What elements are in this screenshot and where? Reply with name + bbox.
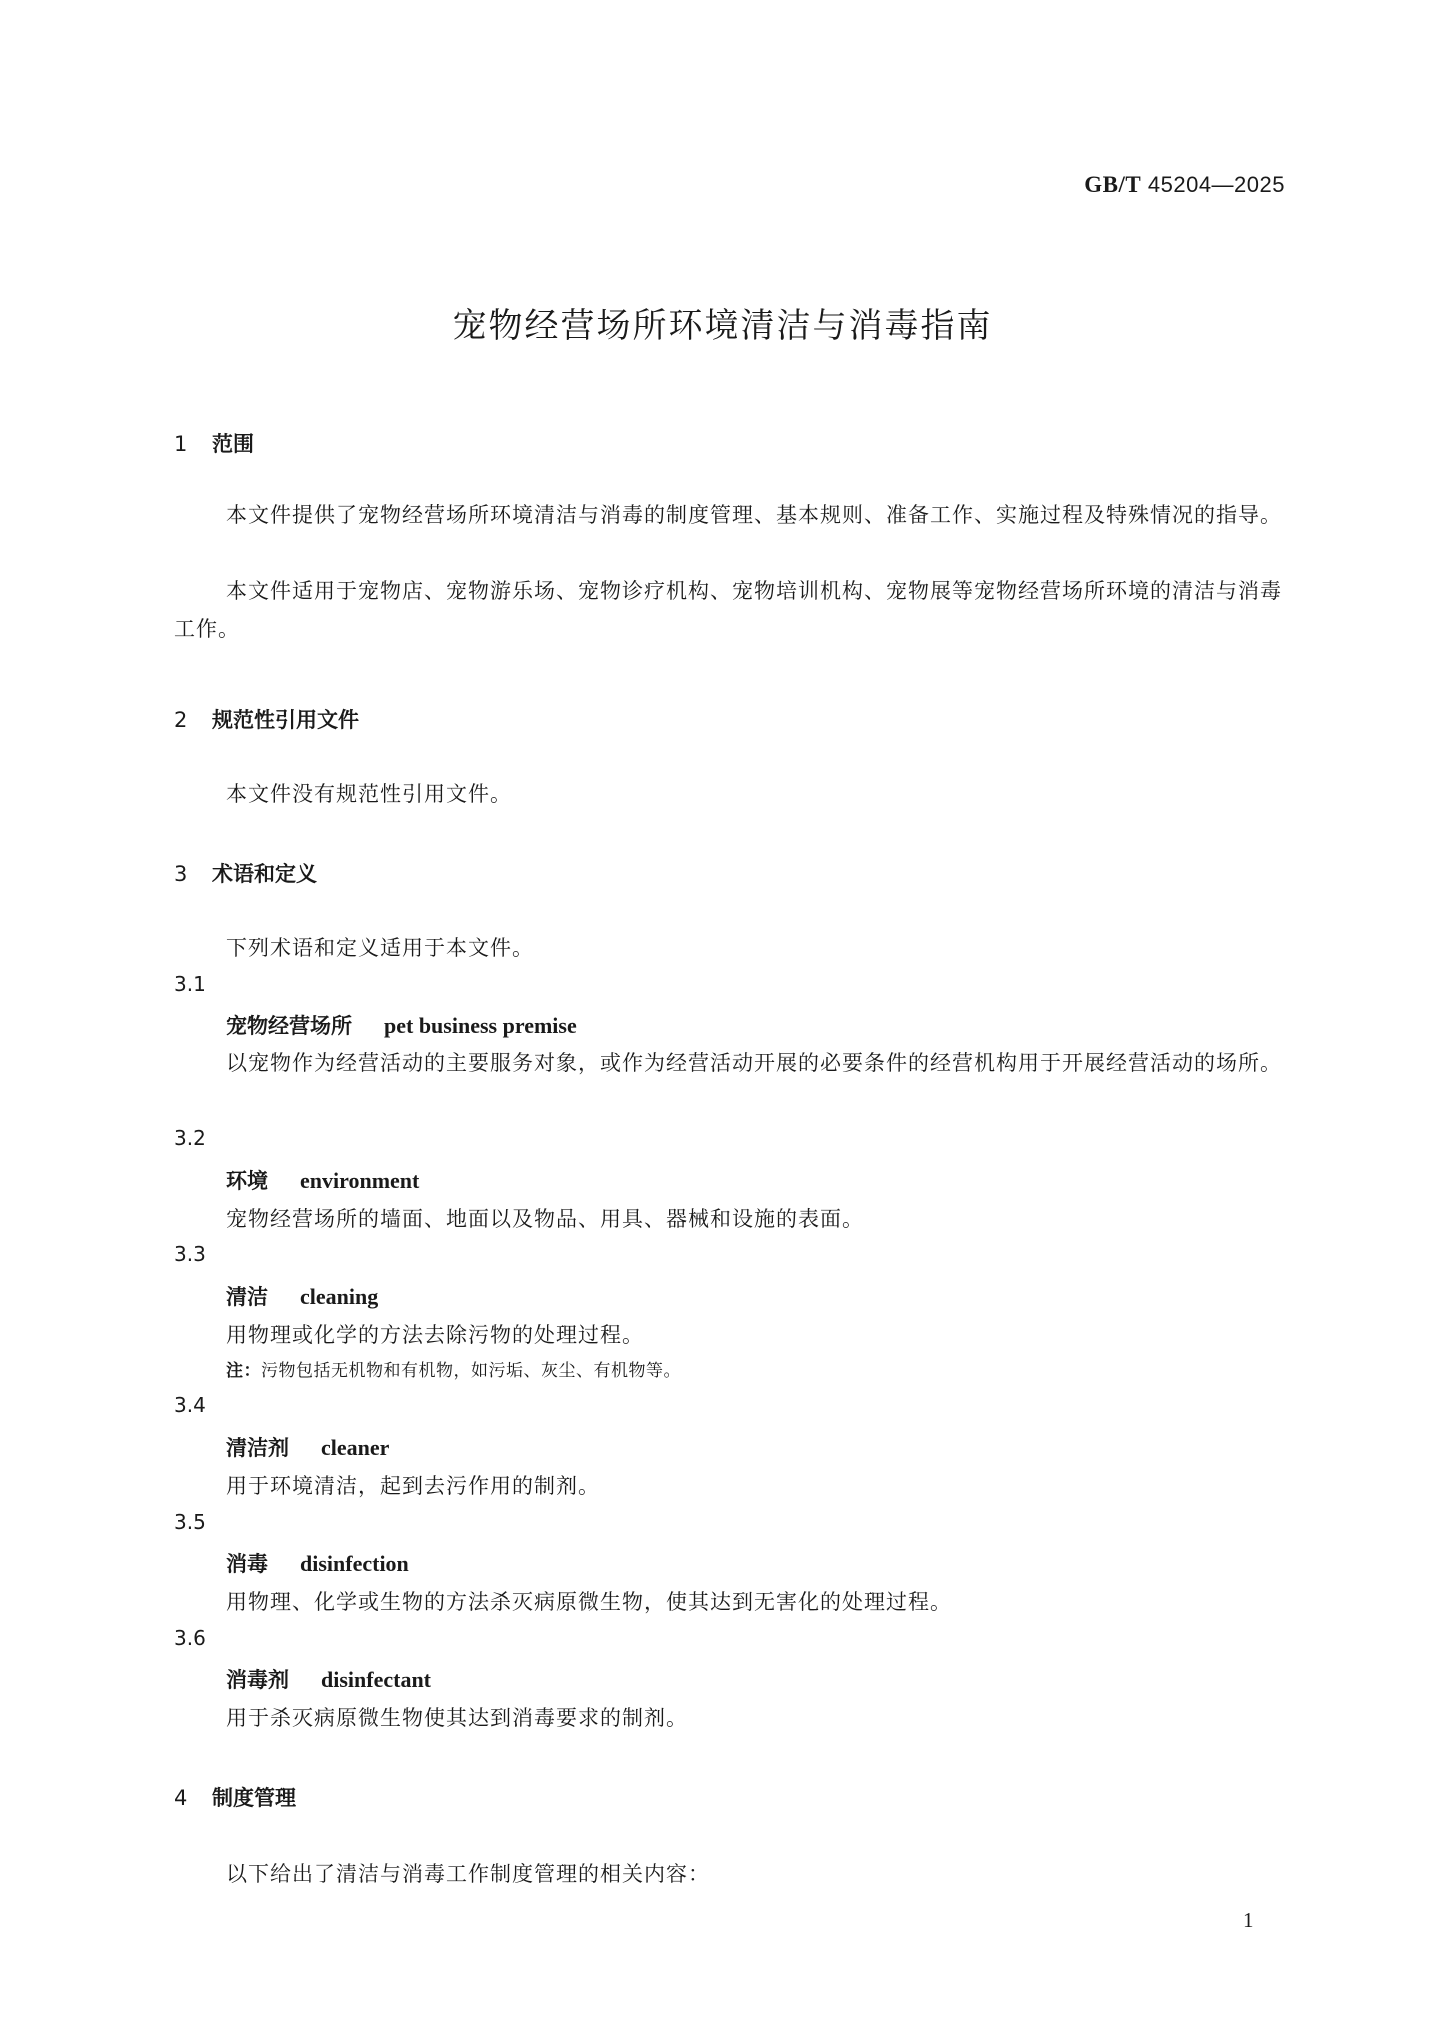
term-note	[226, 1356, 681, 1381]
term-chinese: 清洁	[226, 1285, 268, 1309]
term-definition: 用于环境清洁，起到去污作用的制剂。	[226, 1474, 600, 1498]
term-definition: 用于杀灭病原微生物使其达到消毒要求的制剂。	[226, 1706, 688, 1730]
term-entry	[226, 1548, 409, 1578]
term-definition: 用物理、化学或生物的方法杀灭病原微生物，使其达到无害化的处理过程。	[226, 1590, 952, 1614]
section-1-paragraph-2: 本文件适用于宠物店、宠物游乐场、宠物诊疗机构、宠物培训机构、宠物展等宠物经营场所环境的清洁与消毒工作。	[174, 579, 1282, 641]
section-number: 2	[174, 708, 188, 732]
section-1-paragraph-1: 本文件提供了宠物经营场所环境清洁与消毒的制度管理、基本规则、准备工作、实施过程及特殊情况的指导。	[226, 503, 1282, 527]
term-number: 3.2	[174, 1126, 206, 1150]
term-english: cleaner	[321, 1435, 390, 1460]
section-number: 3	[174, 862, 188, 886]
term-english: disinfectant	[321, 1667, 431, 1692]
term-definition: 以宠物作为经营活动的主要服务对象，或作为经营活动开展的必要条件的经营机构用于开展经营活动的场所。	[226, 1051, 1282, 1075]
term-entry	[226, 1664, 431, 1694]
term-definition: 用物理或化学的方法去除污物的处理过程。	[226, 1323, 644, 1347]
section-title: 规范性引用文件	[212, 708, 359, 732]
section-3-heading	[174, 858, 317, 888]
term-definition: 宠物经营场所的墙面、地面以及物品、用具、器械和设施的表面。	[226, 1207, 864, 1231]
document-title: 宠物经营场所环境清洁与消毒指南	[452, 306, 993, 346]
section-4-paragraph: 以下给出了清洁与消毒工作制度管理的相关内容：	[226, 1862, 710, 1886]
term-chinese: 消毒	[226, 1552, 268, 1576]
section-3-paragraph: 下列术语和定义适用于本文件。	[226, 936, 534, 960]
term-english: disinfection	[300, 1551, 409, 1576]
section-title: 制度管理	[212, 1786, 296, 1810]
term-number: 3.4	[174, 1393, 206, 1417]
term-number: 3.1	[174, 972, 206, 996]
term-entry	[226, 1281, 378, 1311]
term-chinese: 环境	[226, 1169, 268, 1193]
section-2-heading	[174, 704, 359, 734]
term-english: pet business premise	[384, 1013, 577, 1038]
note-label: 注：	[226, 1361, 261, 1381]
section-1-heading	[174, 428, 254, 458]
section-number: 4	[174, 1786, 188, 1810]
term-chinese: 消毒剂	[226, 1668, 289, 1692]
section-2-paragraph: 本文件没有规范性引用文件。	[226, 782, 512, 806]
section-title: 术语和定义	[212, 862, 317, 886]
section-4-heading	[174, 1782, 296, 1812]
term-chinese: 清洁剂	[226, 1436, 289, 1460]
note-text: 污物包括无机物和有机物，如污垢、灰尘、有机物等。	[261, 1361, 681, 1381]
term-english: environment	[300, 1168, 420, 1193]
standard-code-prefix: GB/T	[1084, 172, 1142, 197]
term-english: cleaning	[300, 1284, 379, 1309]
term-number: 3.6	[174, 1626, 206, 1650]
term-entry	[226, 1432, 389, 1462]
term-number: 3.3	[174, 1242, 206, 1266]
section-number: 1	[174, 432, 188, 456]
term-number: 3.5	[174, 1510, 206, 1534]
section-title: 范围	[212, 432, 254, 456]
page-number: 1	[1243, 1908, 1254, 1932]
term-chinese: 宠物经营场所	[226, 1014, 352, 1038]
term-entry	[226, 1010, 577, 1040]
standard-code-number: 45204—2025	[1147, 172, 1285, 197]
standard-code	[1084, 172, 1285, 198]
term-entry	[226, 1165, 419, 1195]
